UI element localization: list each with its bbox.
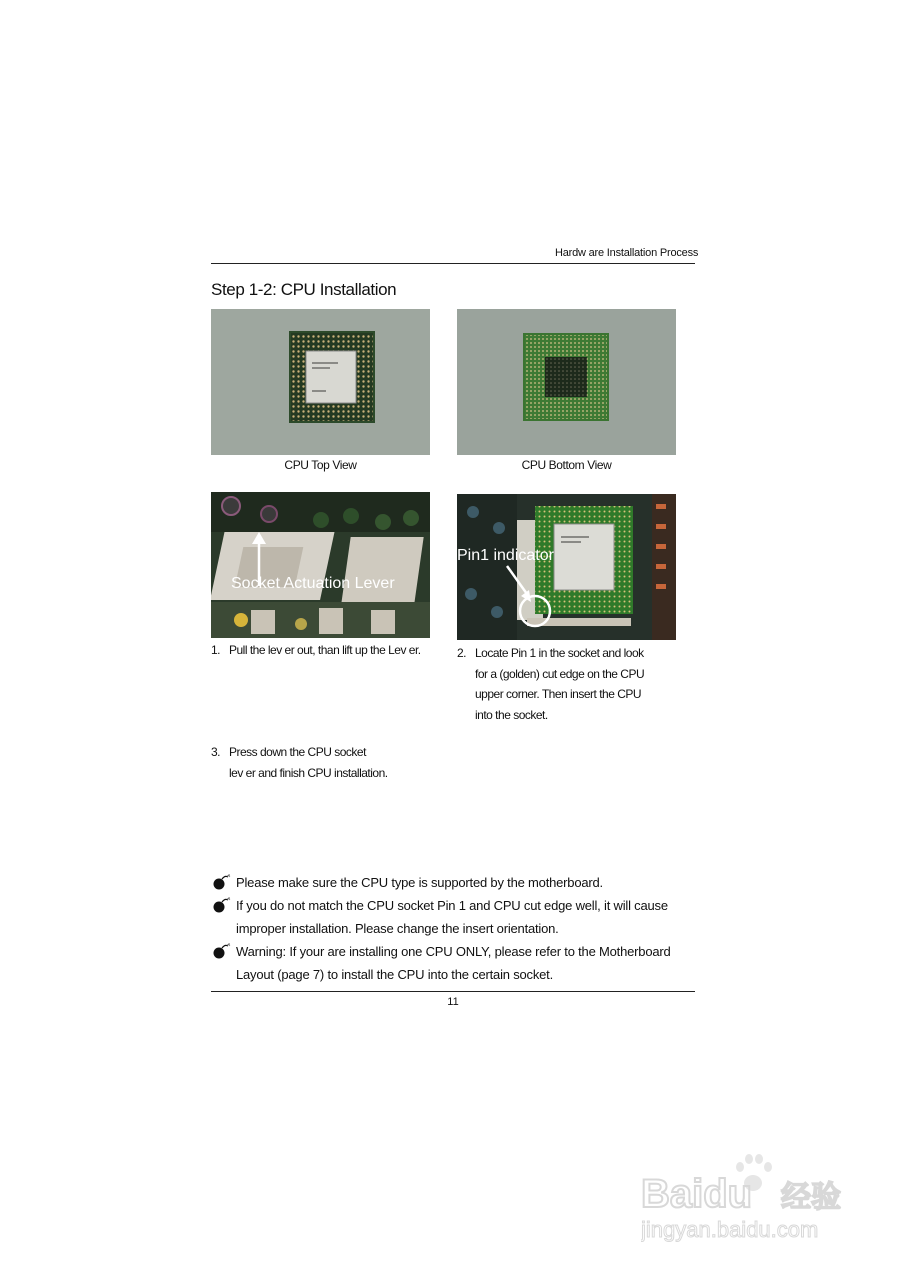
pin1-indicator-photo bbox=[457, 494, 676, 640]
note-item bbox=[211, 894, 697, 940]
step-2-line-1: Locate Pin 1 in the socket and look bbox=[475, 646, 644, 660]
bomb-icon bbox=[211, 874, 233, 890]
step-1 bbox=[211, 640, 451, 661]
step-2-number: 2. bbox=[457, 646, 467, 660]
header-section-title: Hardw are Installation Process bbox=[555, 247, 699, 259]
watermark-cn: 经验 bbox=[781, 1180, 841, 1215]
step-1-number: 1. bbox=[211, 643, 221, 657]
notes-list bbox=[211, 871, 697, 986]
note-1-line-1: Please make sure the CPU type is supported by the motherboard. bbox=[236, 875, 603, 890]
page-title: Step 1-2: CPU Installation bbox=[211, 280, 397, 299]
step-1-line-1: Pull the lev er out, than lift up the Lev er. bbox=[229, 643, 421, 657]
bomb-icon bbox=[211, 897, 233, 913]
baidu-jingyan-watermark bbox=[641, 1145, 851, 1245]
footer-rule bbox=[211, 991, 695, 992]
cpu-top-view-caption: CPU Top View bbox=[284, 458, 357, 472]
step-2-line-4: into the socket. bbox=[475, 707, 548, 722]
note-2-line-1: If you do not match the CPU socket Pin 1 and CPU cut edge well, it will cause bbox=[236, 898, 668, 913]
note-item bbox=[211, 940, 697, 986]
step-3-line-1: Press down the CPU socket bbox=[229, 745, 366, 759]
page-number: 11 bbox=[447, 996, 459, 1008]
step-3 bbox=[211, 742, 451, 783]
pin1-indicator-label: Pin1 indicator bbox=[457, 547, 554, 564]
note-3-line-2: Layout (page 7) to install the CPU into the certain socket. bbox=[236, 967, 553, 982]
cpu-bottom-view-caption: CPU Bottom View bbox=[521, 458, 612, 472]
bomb-icon bbox=[211, 943, 233, 959]
socket-lever-label: Socket Actuation Lever bbox=[231, 575, 395, 592]
cpu-bottom-view-photo bbox=[457, 309, 676, 455]
step-3-line-2: lev er and finish CPU installation. bbox=[229, 765, 388, 780]
step-3-number: 3. bbox=[211, 745, 221, 759]
socket-lever-photo bbox=[211, 492, 430, 638]
cpu-top-view-photo bbox=[211, 309, 430, 455]
header-rule bbox=[211, 263, 695, 264]
step-2 bbox=[457, 643, 687, 725]
watermark-brand: Baidu bbox=[641, 1172, 753, 1216]
watermark-url: jingyan.baidu.com bbox=[641, 1217, 819, 1242]
note-3-line-1: Warning: If your are installing one CPU ONLY, please refer to the Motherboard bbox=[236, 944, 671, 959]
note-2-line-2: improper installation. Please change the insert orientation. bbox=[236, 921, 559, 936]
step-2-line-3: upper corner. Then insert the CPU bbox=[475, 687, 642, 701]
note-item bbox=[211, 871, 697, 894]
step-2-line-2: for a (golden) cut edge on the CPU bbox=[475, 666, 645, 681]
